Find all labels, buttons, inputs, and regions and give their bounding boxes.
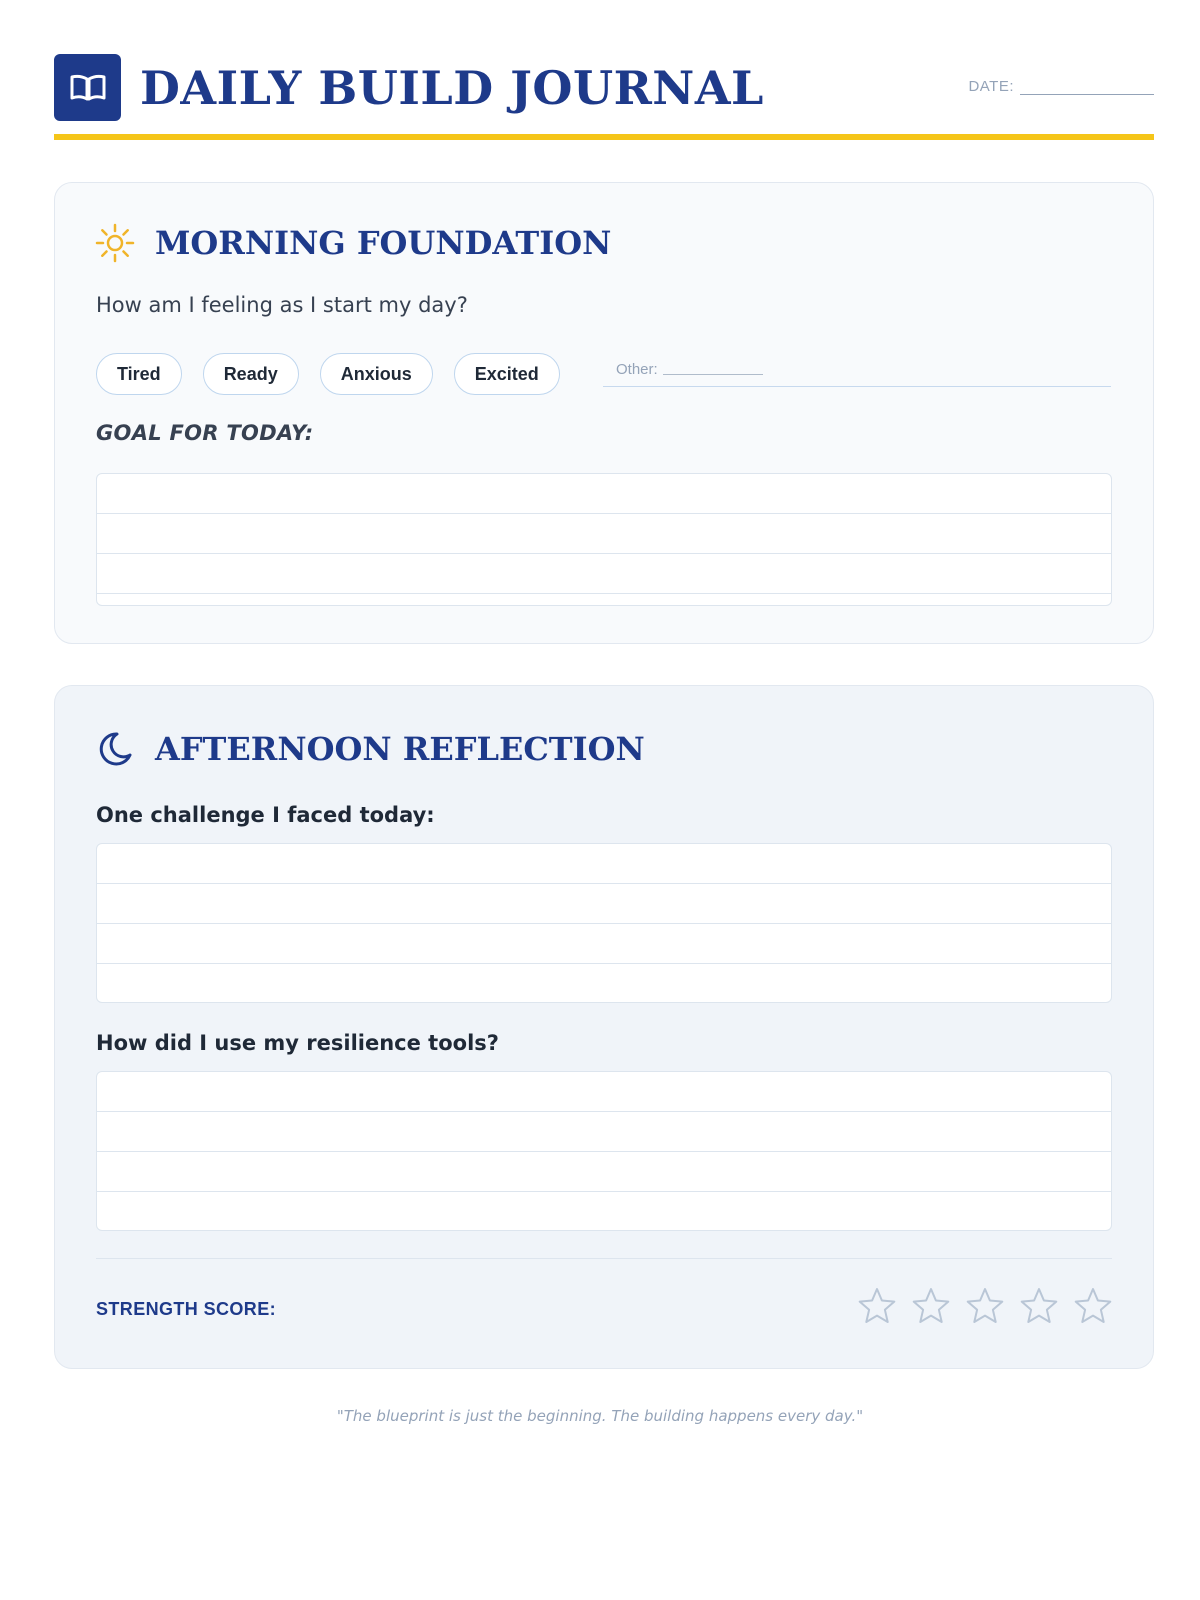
star-icon[interactable] [1019, 1286, 1059, 1326]
footer-quote: "The blueprint is just the beginning. The building happens every day." [336, 1407, 864, 1425]
morning-foundation-card [54, 182, 1154, 644]
writing-line[interactable] [97, 924, 1111, 964]
star-icon[interactable] [965, 1286, 1005, 1326]
writing-line[interactable] [97, 514, 1111, 554]
goal-writing-area[interactable] [96, 473, 1112, 606]
challenge-label: One challenge I faced today: [96, 803, 435, 827]
writing-line[interactable] [97, 1112, 1111, 1152]
star-icon[interactable] [1073, 1286, 1113, 1326]
tools-writing-area[interactable] [96, 1071, 1112, 1231]
morning-heading [95, 223, 611, 263]
afternoon-heading [95, 729, 645, 769]
other-mood-field[interactable] [603, 361, 1111, 387]
date-blank[interactable] [1020, 79, 1154, 95]
afternoon-title: AFTERNOON REFLECTION [155, 730, 645, 768]
writing-line[interactable] [97, 844, 1111, 884]
strength-score-rating[interactable] [843, 1286, 1113, 1326]
writing-line[interactable] [97, 554, 1111, 594]
other-blank[interactable] [663, 361, 763, 375]
writing-line[interactable] [97, 1072, 1111, 1112]
writing-line[interactable] [97, 1192, 1111, 1231]
strength-score-label: STRENGTH SCORE: [96, 1299, 277, 1319]
mood-prompt: How am I feeling as I start my day? [96, 293, 468, 317]
goal-label: GOAL FOR TODAY: [96, 421, 314, 445]
journal-header [54, 54, 1154, 140]
writing-line[interactable] [97, 884, 1111, 924]
star-icon[interactable] [911, 1286, 951, 1326]
sun-icon [95, 223, 135, 263]
other-label: Other: [616, 361, 658, 378]
afternoon-reflection-card [54, 685, 1154, 1369]
star-icon[interactable] [857, 1286, 897, 1326]
moon-icon [95, 729, 135, 769]
morning-title: MORNING FOUNDATION [155, 224, 612, 262]
tools-label: How did I use my resilience tools? [96, 1031, 499, 1055]
mood-chip-ready[interactable]: Ready [203, 353, 299, 395]
challenge-writing-area[interactable] [96, 843, 1112, 1003]
writing-line[interactable] [97, 1152, 1111, 1192]
writing-line[interactable] [97, 964, 1111, 1003]
page-title: DAILY BUILD JOURNAL [140, 61, 764, 115]
writing-line[interactable] [97, 474, 1111, 514]
mood-chip-tired[interactable]: Tired [96, 353, 182, 395]
date-field[interactable] [968, 78, 1154, 95]
mood-options [96, 353, 581, 395]
date-label: DATE: [968, 78, 1014, 95]
writing-line[interactable] [97, 594, 1111, 604]
mood-chip-anxious[interactable]: Anxious [320, 353, 433, 395]
mood-chip-excited[interactable]: Excited [454, 353, 560, 395]
section-divider [96, 1258, 1112, 1259]
open-book-icon [54, 54, 121, 121]
